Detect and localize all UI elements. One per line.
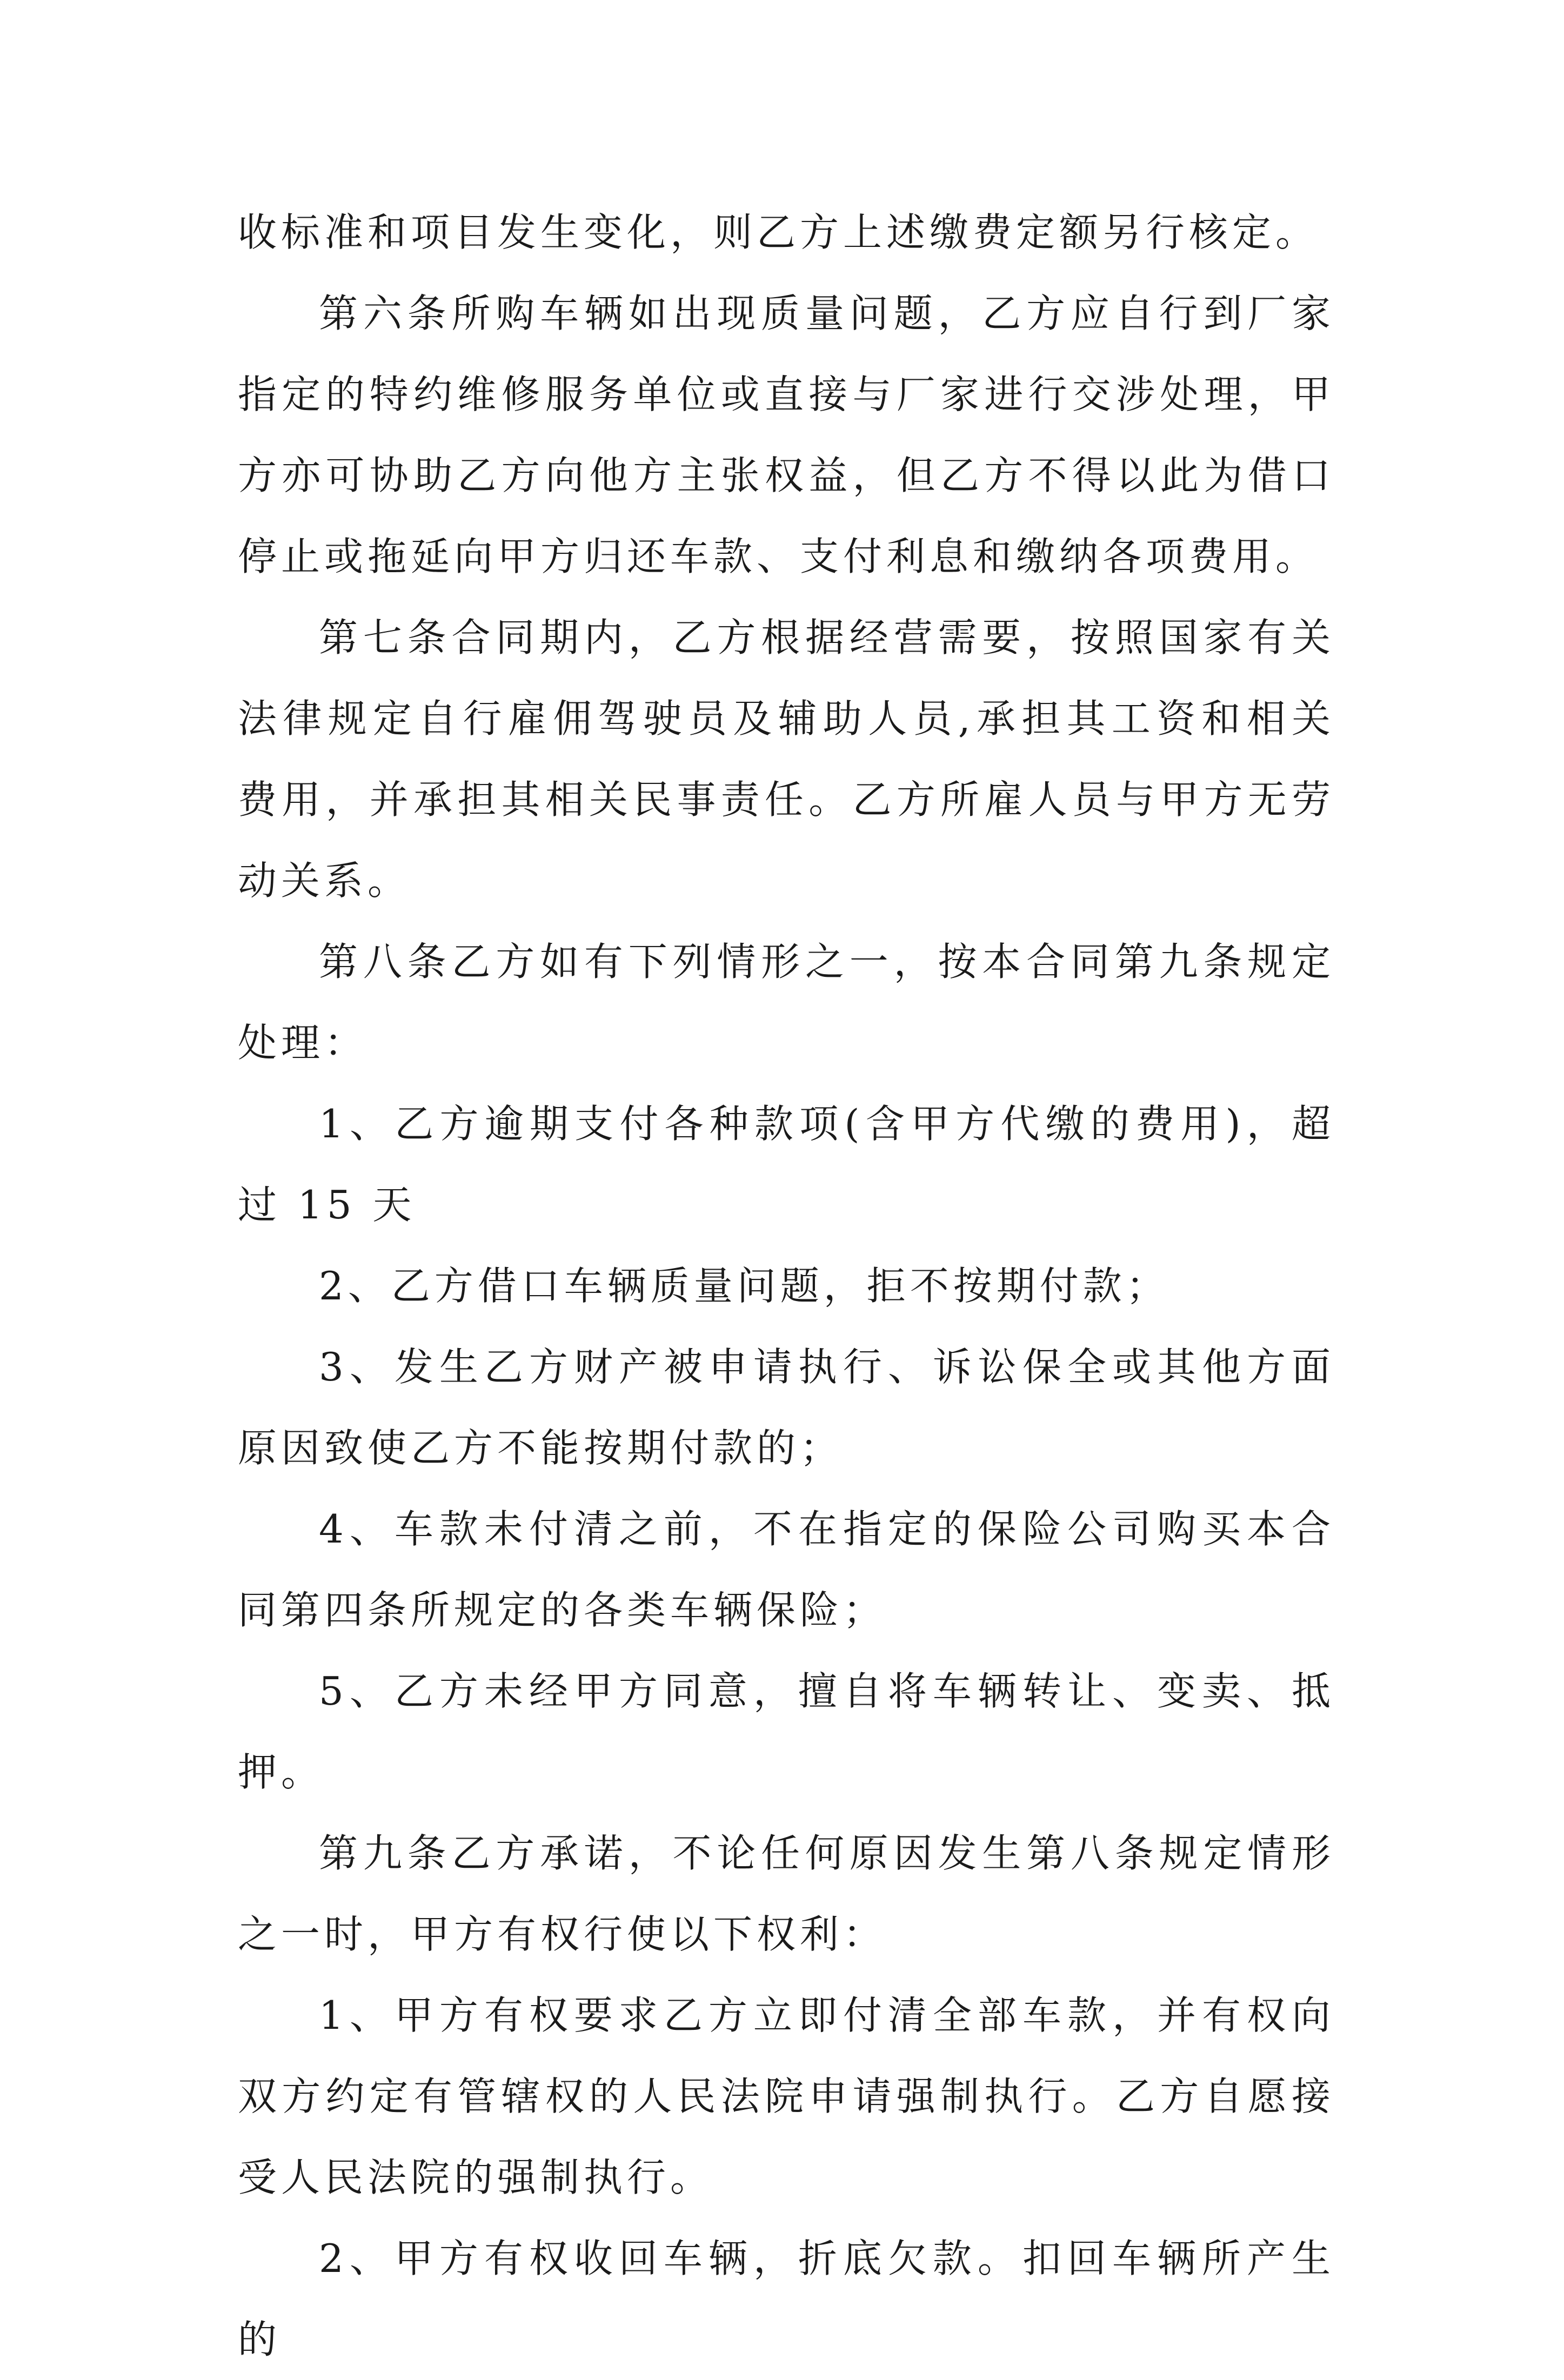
list-item: 2、甲方有权收回车辆，折底欠款。扣回车辆所产生的: [238, 2236, 1335, 2362]
list-item: 4、车款未付清之前，不在指定的保险公司购买本合同第四条所规定的各类车辆保险；: [238, 1506, 1335, 1633]
paragraph: 第七条合同期内，乙方根据经营需要，按照国家有关法律规定自行雇佣驾驶员及辅助人员,承担其工资和相关费用，并承担其相关民事责任。乙方所雇人员与甲方无劳动关系。: [238, 615, 1335, 903]
paragraph: 第六条所购车辆如出现质量问题，乙方应自行到厂家指定的特约维修服务单位或直接与厂家进行交涉处理，甲方亦可协助乙方向他方主张权益，但乙方不得以此为借口停止或拖延向甲方归还车款、支付利息和缴纳各项费用。: [238, 291, 1335, 579]
list-item: 2、乙方借口车辆质量问题，拒不按期付款；: [319, 1263, 1169, 1309]
paragraph: 第九条乙方承诺，不论任何原因发生第八条规定情形之一时，甲方有权行使以下权利：: [238, 1831, 1335, 1957]
paragraph: 收标准和项目发生变化，则乙方上述缴费定额另行核定。: [238, 210, 1319, 255]
document-body: [238, 192, 1335, 2380]
list-item: 1、乙方逾期支付各种款项(含甲方代缴的费用)，超过 15 天: [238, 1101, 1335, 1228]
list-item: 1、甲方有权要求乙方立即付清全部车款，并有权向双方约定有管辖权的人民法院申请强制执行。乙方自愿接受人民法院的强制执行。: [238, 1993, 1335, 2200]
list-item: 5、乙方未经甲方同意，擅自将车辆转让、变卖、抵押。: [238, 1668, 1335, 1795]
list-item: 3、发生乙方财产被申请执行、诉讼保全或其他方面原因致使乙方不能按期付款的；: [238, 1344, 1335, 1471]
paragraph: 第八条乙方如有下列情形之一，按本合同第九条规定处理：: [238, 939, 1335, 1065]
